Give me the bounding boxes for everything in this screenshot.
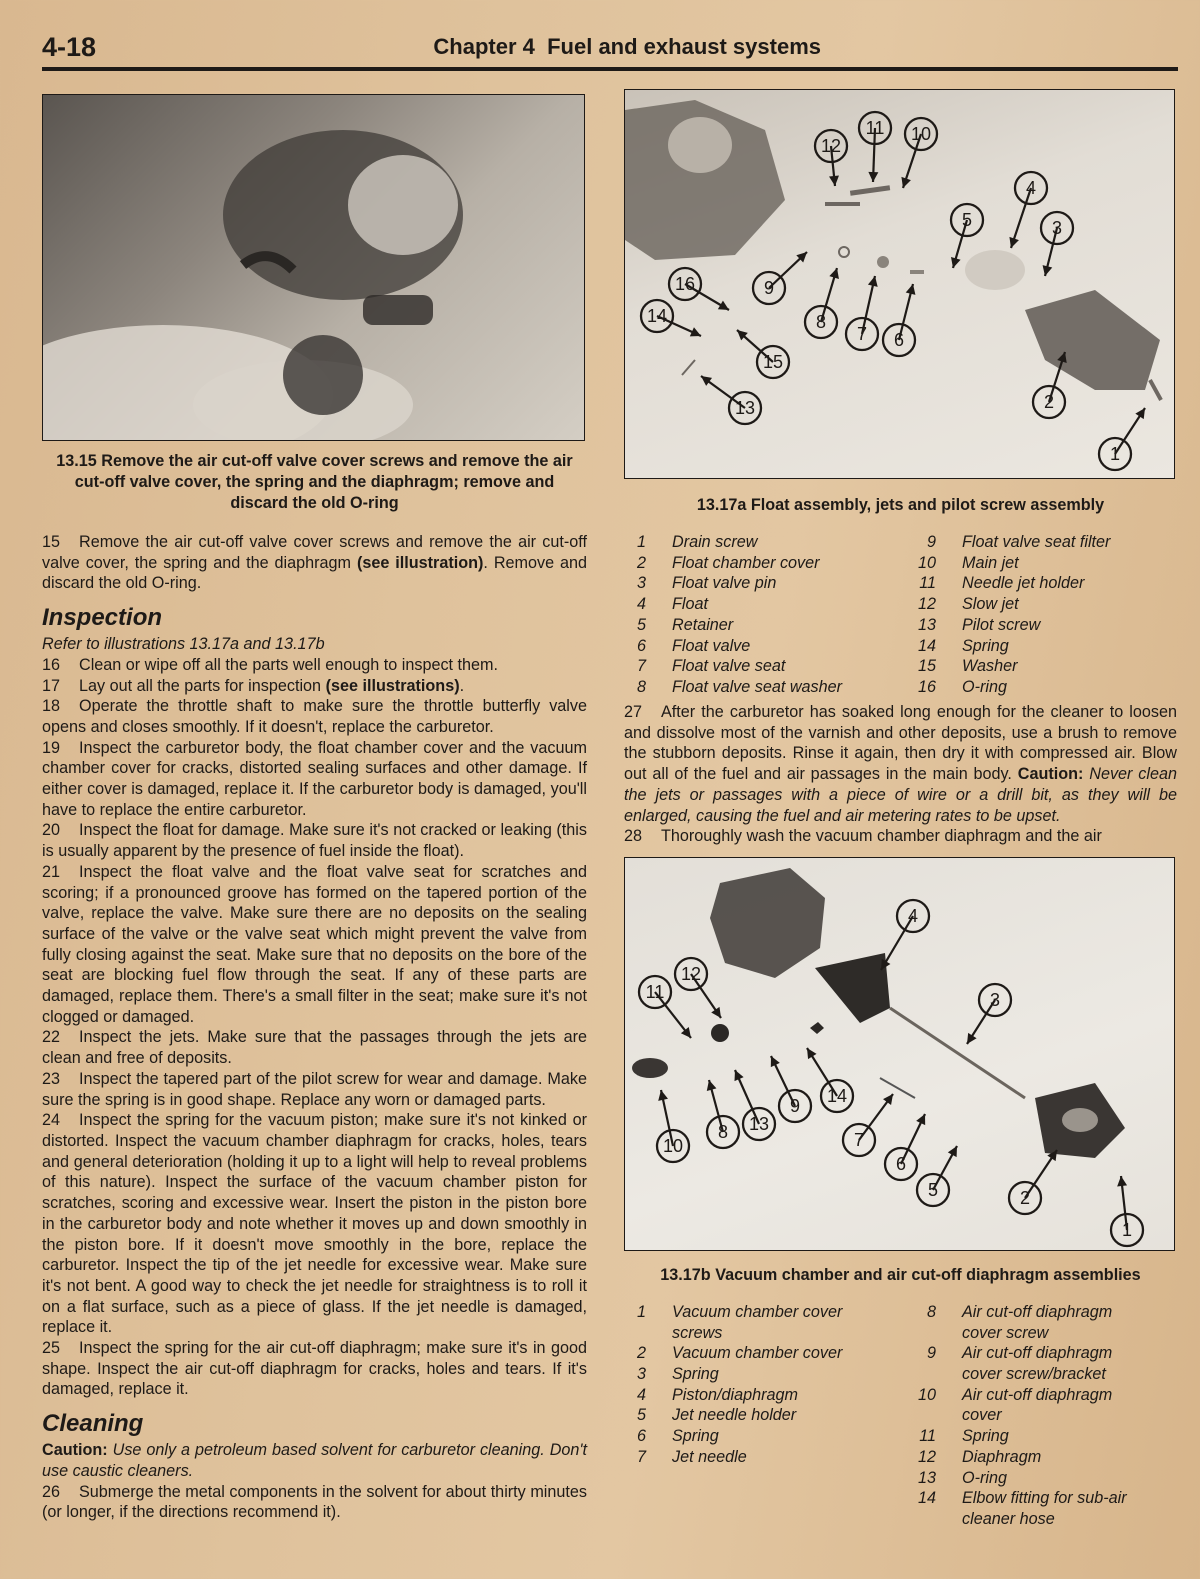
- legend-label: Vacuum chamber cover screws: [672, 1302, 843, 1342]
- legend-number: 2: [636, 1344, 646, 1363]
- legend-number: 15: [917, 657, 936, 676]
- figure-13-15-photo: [42, 94, 585, 441]
- legend-number: 12: [917, 595, 936, 614]
- legend-label: Main jet: [962, 553, 1019, 572]
- legend-number: 9: [926, 1344, 936, 1363]
- svg-text:13: 13: [748, 1113, 770, 1134]
- paragraph-23: 23 Inspect the tapered part of the pilot screw for wear and damage. Make sure the spring is in good shape. Replace any worn or damaged parts.: [42, 1069, 587, 1109]
- callout-4: [881, 900, 929, 970]
- paragraph-24: 24 Inspect the spring for the vacuum piston; make sure it's not kinked or distorted. Inspect the vacuum chamber diaphragm for cracks, holes, tears and general deterioration (holding it up to a light will help to reveal problems of this nature). Inspect the surface of the vacuum chamber piston for scratches, scoring and excessive wear. Insert the piston in the piston bore in the carburetor body and note whether it moves up and down smoothly in the piston bore. If it doesn't move smoothly in the bore, replace the carburetor. Inspect the tip of the jet needle for excessive wear. Make sure it's not bent. A good way to check the jet needle for straightness is to roll it on a flat surface, such as a piece of glass. If the jet needle is damaged, replace it.: [42, 1111, 587, 1337]
- legend-label: Vacuum chamber cover: [672, 1344, 843, 1363]
- legend-label: Float valve: [672, 636, 751, 655]
- svg-text:12: 12: [820, 136, 842, 156]
- legend-label: Jet needle: [672, 1447, 747, 1466]
- paragraph-28: 28 Thoroughly wash the vacuum chamber diaphragm and the air: [624, 827, 1102, 846]
- callout-3: [1041, 212, 1073, 276]
- legend-label: Piston/diaphragm: [672, 1385, 798, 1404]
- legend-label: Air cut-off diaphragm cover screw/bracket: [962, 1344, 1113, 1384]
- legend-number: 6: [636, 1427, 646, 1446]
- legend-number: 14: [917, 1489, 936, 1508]
- legend-number: 5: [636, 1406, 646, 1425]
- paragraph-27: 27 After the carburetor has soaked long enough for the cleaner to loosen and dissolve most of the varnish and other deposits, use a brush to remove the stubborn deposits. Rinse it again, then dry it with compressed air. Blow out all of the fuel and air passages in the main body. Caution: Never clean the jets or passages with a piece of wire or a drill bit, as they will be enlarged, causing the fuel and air metering rates to be upset.: [624, 703, 1177, 825]
- callout-15: [737, 330, 789, 378]
- svg-text:2: 2: [1043, 392, 1055, 412]
- callout-9: [753, 252, 807, 304]
- right-column: [624, 89, 1177, 1528]
- legend-number: 13: [917, 1468, 936, 1487]
- callout-14: [807, 1048, 853, 1112]
- svg-text:11: 11: [645, 981, 665, 1002]
- svg-text:16: 16: [674, 274, 696, 294]
- page-number: 4-18: [42, 32, 97, 62]
- figure-13-17b-photo: [624, 857, 1175, 1251]
- legend-number: 7: [636, 657, 646, 676]
- paragraph-17: 17 Lay out all the parts for inspection (see illustrations).: [42, 676, 465, 695]
- legend-label: Elbow fitting for sub-air cleaner hose: [962, 1489, 1127, 1528]
- svg-text:5: 5: [927, 1179, 939, 1200]
- figure-13-17b-callouts: [625, 858, 1174, 1250]
- legend-label: Spring: [962, 1427, 1009, 1446]
- figure-13-17b-legend: [624, 1302, 1177, 1528]
- legend-number: 3: [636, 574, 646, 593]
- legend-label: Spring: [672, 1427, 719, 1446]
- svg-text:14: 14: [646, 306, 668, 326]
- legend-label: Needle jet holder: [962, 574, 1085, 593]
- paragraph-19: 19 Inspect the carburetor body, the float chamber cover and the vacuum chamber cover for cracks, distorted sealing surfaces and other damage. If either cover is damaged, replace it. If the carburetor body is damaged, you'll have to replace the entire carburetor.: [42, 738, 587, 819]
- callout-2: [1033, 352, 1067, 418]
- svg-text:9: 9: [789, 1095, 801, 1116]
- svg-text:5: 5: [961, 210, 973, 230]
- legend-number: 11: [919, 574, 936, 593]
- callout-13: [734, 1070, 775, 1140]
- paragraph-18: 18 Operate the throttle shaft to make sure the throttle butterfly valve opens and closes smoothly. If it doesn't, replace the carburetor.: [42, 697, 587, 736]
- svg-text:9: 9: [763, 278, 775, 298]
- legend-number: 8: [636, 677, 646, 696]
- figure-13-17b-caption: 13.17b Vacuum chamber and air cut-off diaphragm assemblies: [660, 1265, 1141, 1284]
- figure-13-17a-callouts: [625, 90, 1174, 478]
- legend-number: 5: [636, 615, 646, 634]
- legend-number: 7: [636, 1447, 646, 1466]
- svg-text:15: 15: [762, 352, 784, 372]
- callout-9: [771, 1056, 811, 1122]
- legend-number: 10: [917, 553, 936, 572]
- legend-label: Spring: [962, 636, 1009, 655]
- legend-label: Float valve seat: [672, 657, 786, 676]
- header-rule: [42, 67, 1178, 71]
- callout-5: [951, 204, 983, 268]
- callout-12: [815, 130, 847, 186]
- svg-text:13: 13: [734, 398, 756, 418]
- legend-label: Diaphragm: [962, 1447, 1042, 1466]
- legend-label: Washer: [962, 657, 1018, 676]
- callout-11: [639, 976, 691, 1038]
- legend-label: Retainer: [672, 615, 734, 634]
- legend-number: 16: [917, 677, 936, 696]
- paragraph-25: 25 Inspect the spring for the air cut-off diaphragm; make sure it's in good shape. Inspect the air cut-off diaphragm for cracks, holes and tears. If it's damaged, replace it.: [42, 1339, 587, 1399]
- legend-label: Air cut-off diaphragm cover screw: [962, 1302, 1113, 1342]
- callout-10: [901, 118, 937, 188]
- legend-number: 4: [636, 595, 646, 614]
- carburetor-photo-illustration: [43, 95, 584, 440]
- chapter-title: Chapter 4 Fuel and exhaust systems: [433, 34, 821, 59]
- svg-text:4: 4: [1025, 178, 1037, 198]
- legend-label: Drain screw: [672, 533, 758, 551]
- legend-label: Slow jet: [962, 595, 1019, 614]
- paragraph-26: 26 Submerge the metal components in the solvent for about thirty minutes (or longer, if the directions recommend it).: [42, 1482, 587, 1522]
- legend-number: 8: [926, 1302, 936, 1321]
- paragraph-15: 15 Remove the air cut-off valve cover screws and remove the air cut-off valve cover, the spring and the diaphragm (see illustration). Remove and discard the old O-ring.: [42, 533, 588, 593]
- callout-12: [675, 958, 721, 1018]
- svg-text:3: 3: [1051, 218, 1063, 238]
- legend-number: 12: [917, 1447, 936, 1466]
- svg-text:11: 11: [865, 118, 885, 138]
- callout-11: [859, 112, 891, 182]
- paragraph-20: 20 Inspect the float for damage. Make sure it's not cracked or leaking (this is usually apparent by the presence of fuel inside the float).: [42, 821, 587, 861]
- svg-text:1: 1: [1109, 444, 1121, 464]
- legend-label: Jet needle holder: [672, 1406, 797, 1425]
- callout-6: [883, 284, 915, 356]
- legend-label: Float: [672, 595, 708, 614]
- svg-text:12: 12: [680, 963, 702, 984]
- callout-2: [1009, 1150, 1057, 1214]
- legend-label: O-ring: [962, 677, 1007, 696]
- callout-10: [657, 1090, 689, 1162]
- page-header: [42, 30, 1178, 70]
- callout-1: [1111, 1176, 1143, 1246]
- left-column: [42, 94, 587, 1523]
- paragraph-22: 22 Inspect the jets. Make sure that the passages through the jets are clean and free of deposits.: [42, 1028, 587, 1068]
- callout-8: [805, 268, 839, 338]
- svg-text:7: 7: [856, 324, 868, 344]
- legend-number: 4: [636, 1385, 646, 1404]
- callout-6: [885, 1114, 925, 1180]
- legend-label: Air cut-off diaphragm cover: [962, 1385, 1113, 1425]
- svg-text:4: 4: [907, 905, 919, 926]
- figure-13-17a-photo: [624, 89, 1175, 479]
- callout-14: [641, 300, 701, 336]
- callout-16: [669, 268, 729, 310]
- legend-number: 14: [917, 636, 936, 655]
- legend-number: 1: [636, 1302, 646, 1321]
- legend-label: Float chamber cover: [672, 553, 820, 572]
- callout-1: [1099, 408, 1145, 470]
- figure-13-17a-caption: 13.17a Float assembly, jets and pilot screw assembly: [696, 496, 1105, 514]
- callout-3: [967, 984, 1011, 1044]
- inspection-heading: Inspection: [42, 604, 163, 632]
- callout-5: [917, 1146, 957, 1206]
- paragraph-21: 21 Inspect the float valve and the float valve seat for scratches and scoring; if a pronounced groove has formed on the tapered portion of the valve, replace the valve. Make sure there are no deposits on the sealing surface of the valve or the valve seat which might prevent the valve from fully closing against the seat. Make sure that no deposits on the bore of the seat are blocking fuel flow through the seat. If any of these parts are damaged, replace them. There's a small filter in the seat; make sure it's not clogged or damaged.: [42, 862, 587, 1026]
- svg-text:8: 8: [717, 1121, 729, 1142]
- legend-number: 6: [636, 636, 646, 655]
- callout-8: [707, 1080, 739, 1148]
- legend-number: 10: [917, 1385, 936, 1404]
- svg-text:14: 14: [826, 1085, 848, 1106]
- svg-text:10: 10: [662, 1135, 684, 1156]
- callout-4: [1009, 172, 1047, 248]
- legend-label: Pilot screw: [962, 615, 1041, 634]
- legend-label: Spring: [672, 1365, 719, 1384]
- legend-label: O-ring: [962, 1468, 1007, 1487]
- legend-label: Float valve seat filter: [962, 533, 1111, 551]
- legend-number: 1: [636, 533, 646, 551]
- legend-number: 3: [636, 1365, 646, 1384]
- svg-text:10: 10: [910, 124, 932, 144]
- legend-number: 11: [919, 1427, 936, 1446]
- legend-number: 9: [926, 533, 936, 551]
- legend-number: 2: [636, 553, 646, 572]
- svg-text:3: 3: [989, 989, 1001, 1010]
- svg-text:7: 7: [853, 1129, 865, 1150]
- figure-13-15-caption: 13.15 Remove the air cut-off valve cover screws and remove the air cut-off valve cover, the spring and the diaphragm; remove and discard the old O-ring: [56, 452, 573, 512]
- svg-text:8: 8: [815, 312, 827, 332]
- svg-text:2: 2: [1019, 1187, 1031, 1208]
- callout-7: [846, 276, 878, 350]
- svg-text:6: 6: [895, 1153, 907, 1174]
- figure-13-17a-legend: [624, 532, 1177, 702]
- cleaning-heading: Cleaning: [42, 1410, 144, 1438]
- legend-label: Float valve seat washer: [672, 677, 843, 696]
- paragraph-16: 16 Clean or wipe off all the parts well enough to inspect them.: [42, 655, 499, 674]
- inspection-reference: Refer to illustrations 13.17a and 13.17b: [42, 635, 325, 654]
- caution-1: Caution: Use only a petroleum based solvent for carburetor cleaning. Don't use caustic cleaners.: [42, 1441, 587, 1480]
- legend-label: Float valve pin: [672, 574, 777, 593]
- callout-13: [701, 376, 761, 424]
- svg-text:6: 6: [893, 330, 905, 350]
- legend-number: 13: [917, 615, 936, 634]
- svg-text:1: 1: [1121, 1219, 1133, 1240]
